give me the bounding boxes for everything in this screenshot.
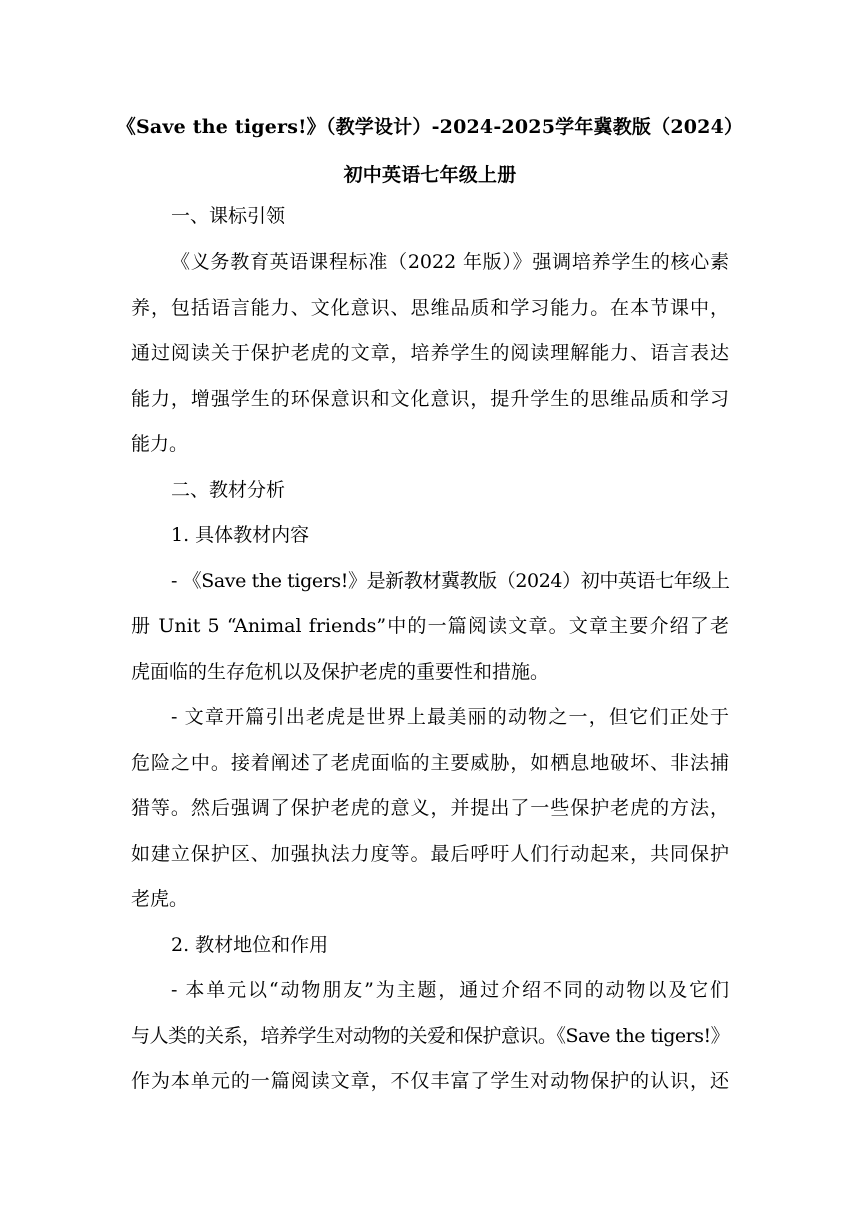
- paragraph-line: 虎面临的生存危机以及保护老虎的重要性和措施。: [131, 661, 550, 683]
- paragraph-line: - 本单元以“动物朋友”为主题，通过介绍不同的动物以及它们: [171, 979, 729, 1001]
- paragraph-line: 通过阅读关于保护老虎的文章，培养学生的阅读理解能力、语言表达: [131, 342, 729, 364]
- paragraph-line: 能力。: [131, 433, 189, 455]
- paragraph-line: 危险之中。接着阐述了老虎面临的主要威胁，如栖息地破坏、非法捕: [131, 752, 729, 774]
- paragraph-line: 老虎。: [131, 888, 189, 910]
- paragraph-line: 作为本单元的一篇阅读文章，不仅丰富了学生对动物保护的认识，还: [131, 1070, 729, 1092]
- section-heading-curriculum: 一、课标引领: [171, 205, 286, 227]
- paragraph-line: 与人类的关系，培养学生对动物的关爱和保护意识。《Save the tigers!》: [131, 1025, 730, 1047]
- subsection-heading-role: 2. 教材地位和作用: [171, 934, 329, 956]
- paragraph-line: - 文章开篇引出老虎是世界上最美丽的动物之一，但它们正处于: [171, 706, 729, 728]
- section-heading-materials: 二、教材分析: [171, 479, 286, 501]
- paragraph-line: 册 Unit 5 “Animal friends”中的一篇阅读文章。文章主要介绍了老: [131, 615, 729, 637]
- paragraph-line: 如建立保护区、加强执法力度等。最后呼吁人们行动起来，共同保护: [131, 843, 729, 865]
- paragraph-line: - 《Save the tigers!》是新教材冀教版（2024）初中英语七年级上: [171, 570, 730, 592]
- paragraph-line: 《义务教育英语课程标准（2022 年版）》强调培养学生的核心素: [171, 251, 729, 273]
- paragraph-line: 猎等。然后强调了保护老虎的意义，并提出了一些保护老虎的方法，: [131, 797, 729, 819]
- document-title-line-2: 初中英语七年级上册: [343, 164, 517, 186]
- paragraph-line: 养，包括语言能力、文化意识、思维品质和学习能力。在本节课中，: [131, 297, 729, 319]
- subsection-heading-content: 1. 具体教材内容: [171, 524, 310, 546]
- document-title-line-1: 《Save the tigers!》（教学设计）-2024-2025学年冀教版（2024）: [116, 116, 744, 138]
- paragraph-line: 能力，增强学生的环保意识和文化意识，提升学生的思维品质和学习: [131, 388, 729, 410]
